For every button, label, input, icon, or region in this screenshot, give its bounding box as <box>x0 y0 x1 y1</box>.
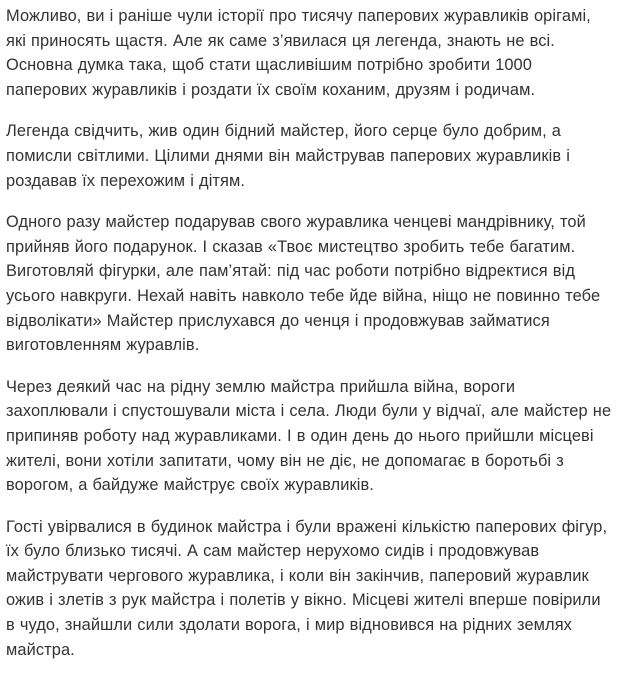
paragraph-3 <box>6 210 634 358</box>
text-line: в чудо, знайшли сили здолати ворога, і мир відновився на рідних землях <box>6 616 572 635</box>
text-line: паперових журавликів і роздати їх своїм коханим, друзям і родичам. <box>6 80 536 99</box>
text-line: Одного разу майстер подарував свого журавлика ченцеві мандрівнику, той <box>6 213 586 232</box>
text-line: припиняв роботу над журавликами. І в один день до нього прийшли місцеві <box>6 426 594 445</box>
text-line: жителі, вони хотіли запитати, чому він не діє, не допомагає в боротьбі з <box>6 451 564 470</box>
text-line: майстра. <box>6 640 75 659</box>
text-line: усього навкруги. Нехай навіть навколо тебе йде війна, ніщо не повинно тебе <box>6 286 601 305</box>
text-line: ожив і злетів з рук майстра і полетів у вікно. Місцеві жителі вперше повірили <box>6 591 601 610</box>
text-line: Гості увірвалися в будинок майстра і були вражені кількістю паперових фігур, <box>6 517 608 536</box>
paragraph-4 <box>6 375 634 498</box>
text-line: Виготовляй фігурки, але пам’ятай: під час роботи потрібно відректися від <box>6 262 576 281</box>
text-line: помисли світлими. Цілими днями він майстрував паперових журавликів і <box>6 146 570 165</box>
text-line: виготовленням журавлів. <box>6 336 200 355</box>
text-line: відволікати» Майстер прислухався до ченця і продовжував займатися <box>6 311 550 330</box>
article-body <box>6 4 634 679</box>
text-line: роздавав їх перехожим і дітям. <box>6 171 246 190</box>
paragraph-5 <box>6 515 634 663</box>
text-line: захоплювали і спустошували міста і села. Люди були у відчаї, але майстер не <box>6 402 612 421</box>
text-line: які приносять щастя. Але як саме з’явилася ця легенда, знають не всі. <box>6 31 555 50</box>
paragraph-1 <box>6 4 634 102</box>
text-line: прийняв його подарунок. І сказав «Твоє мистецтво зробить тебе багатим. <box>6 237 576 256</box>
text-line: майструвати чергового журавлика, і коли він закінчив, паперовий журавлик <box>6 566 589 585</box>
text-line: Можливо, ви і раніше чули історії про тисячу паперових журавликів орігамі, <box>6 7 591 25</box>
text-line: Через деякий час на рідну землю майстра прийшла війна, вороги <box>6 377 516 396</box>
text-line: Основна думка така, щоб стати щасливішим потрібно зробити 1000 <box>6 56 532 75</box>
text-line: їх було близько тисячі. А сам майстер нерухомо сидів і продовжував <box>6 542 540 561</box>
paragraph-2 <box>6 119 634 193</box>
text-line: Легенда свідчить, жив один бідний майстер, його серце було добрим, а <box>6 122 561 141</box>
text-line: ворогом, а байдуже майструє своїх журавликів. <box>6 476 374 495</box>
